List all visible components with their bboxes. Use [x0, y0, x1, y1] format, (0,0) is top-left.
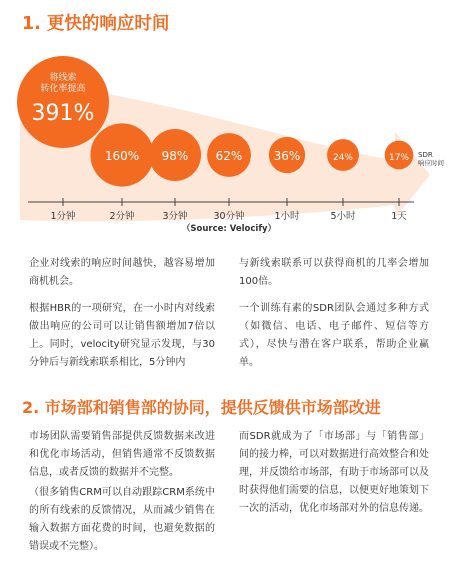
x-axis-label: 1分钟	[50, 211, 76, 222]
x-axis-label: 1天	[391, 211, 407, 222]
end-label: 响应时间	[418, 159, 444, 167]
data-label: 24%	[332, 153, 354, 163]
data-label: 36%	[273, 149, 301, 163]
s2-paragraph-right-1: 而SDR就成为了「市场部」与「销售部」间的接力棒，可以对数据进行高效整合和处理，并反馈给市场部，有助于市场部可以及时获得他们需要的信息，以便更好地策划下一次的活动，优化市场部对外的信息传递。	[239, 431, 429, 514]
s1-paragraph-left-2: 根据HBR的一项研究，在一小时内对线索做出响应的公司可以让销售额增加7倍以上。同时，velocity研究显示发现，与30分钟后与新线索联系相比，5分钟内	[29, 303, 215, 368]
bubble-caption: 将线索	[49, 73, 77, 83]
s2-paragraph-left-2: （很多销售CRM可以自动跟踪CRM系统中的所有线索的反馈情况，从而减少销售在输入数据方面花费的时间，也避免数据的错误或不完整）。	[29, 487, 215, 552]
s2-paragraph-left-1: 市场团队需要销售部提供反馈数据来改进和优化市场活动，但销售通常不反馈数据信息，或者反馈的数据并不完整。	[29, 431, 215, 478]
end-label: SDR	[418, 151, 433, 159]
s1-paragraph-right-1: 与新线索联系可以获得商机的几率会增加100倍。	[239, 258, 429, 287]
x-axis-label: 1小时	[274, 211, 300, 222]
response-rate-chart	[0, 40, 459, 245]
x-axis-label: 30分钟	[213, 211, 245, 222]
x-axis-label: 2分钟	[109, 211, 135, 222]
data-label: 391%	[31, 101, 95, 126]
data-label: 17%	[388, 153, 410, 163]
bubble-caption: 转化率提高	[40, 84, 86, 94]
x-axis-label: 5小时	[330, 211, 356, 222]
x-axis-label: 3分钟	[162, 211, 188, 222]
section1-title: 1. 更快的响应时间	[22, 14, 170, 34]
chart-source: （Source: Velocify）	[181, 224, 277, 234]
s1-paragraph-left-1: 企业对线索的响应时间越快，越容易增加商机机会。	[29, 258, 215, 287]
section2-title: 2. 市场部和销售部的协同，提供反馈供市场部改进	[22, 398, 381, 417]
data-label: 160%	[104, 149, 140, 163]
data-label: 62%	[215, 149, 243, 163]
s1-paragraph-right-2: 一个训练有素的SDR团队会通过多种方式（如微信、电话、电子邮件、短信等方式），尽快与潜在客户联系，帮助企业赢单。	[239, 303, 429, 368]
data-label: 98%	[161, 149, 189, 163]
